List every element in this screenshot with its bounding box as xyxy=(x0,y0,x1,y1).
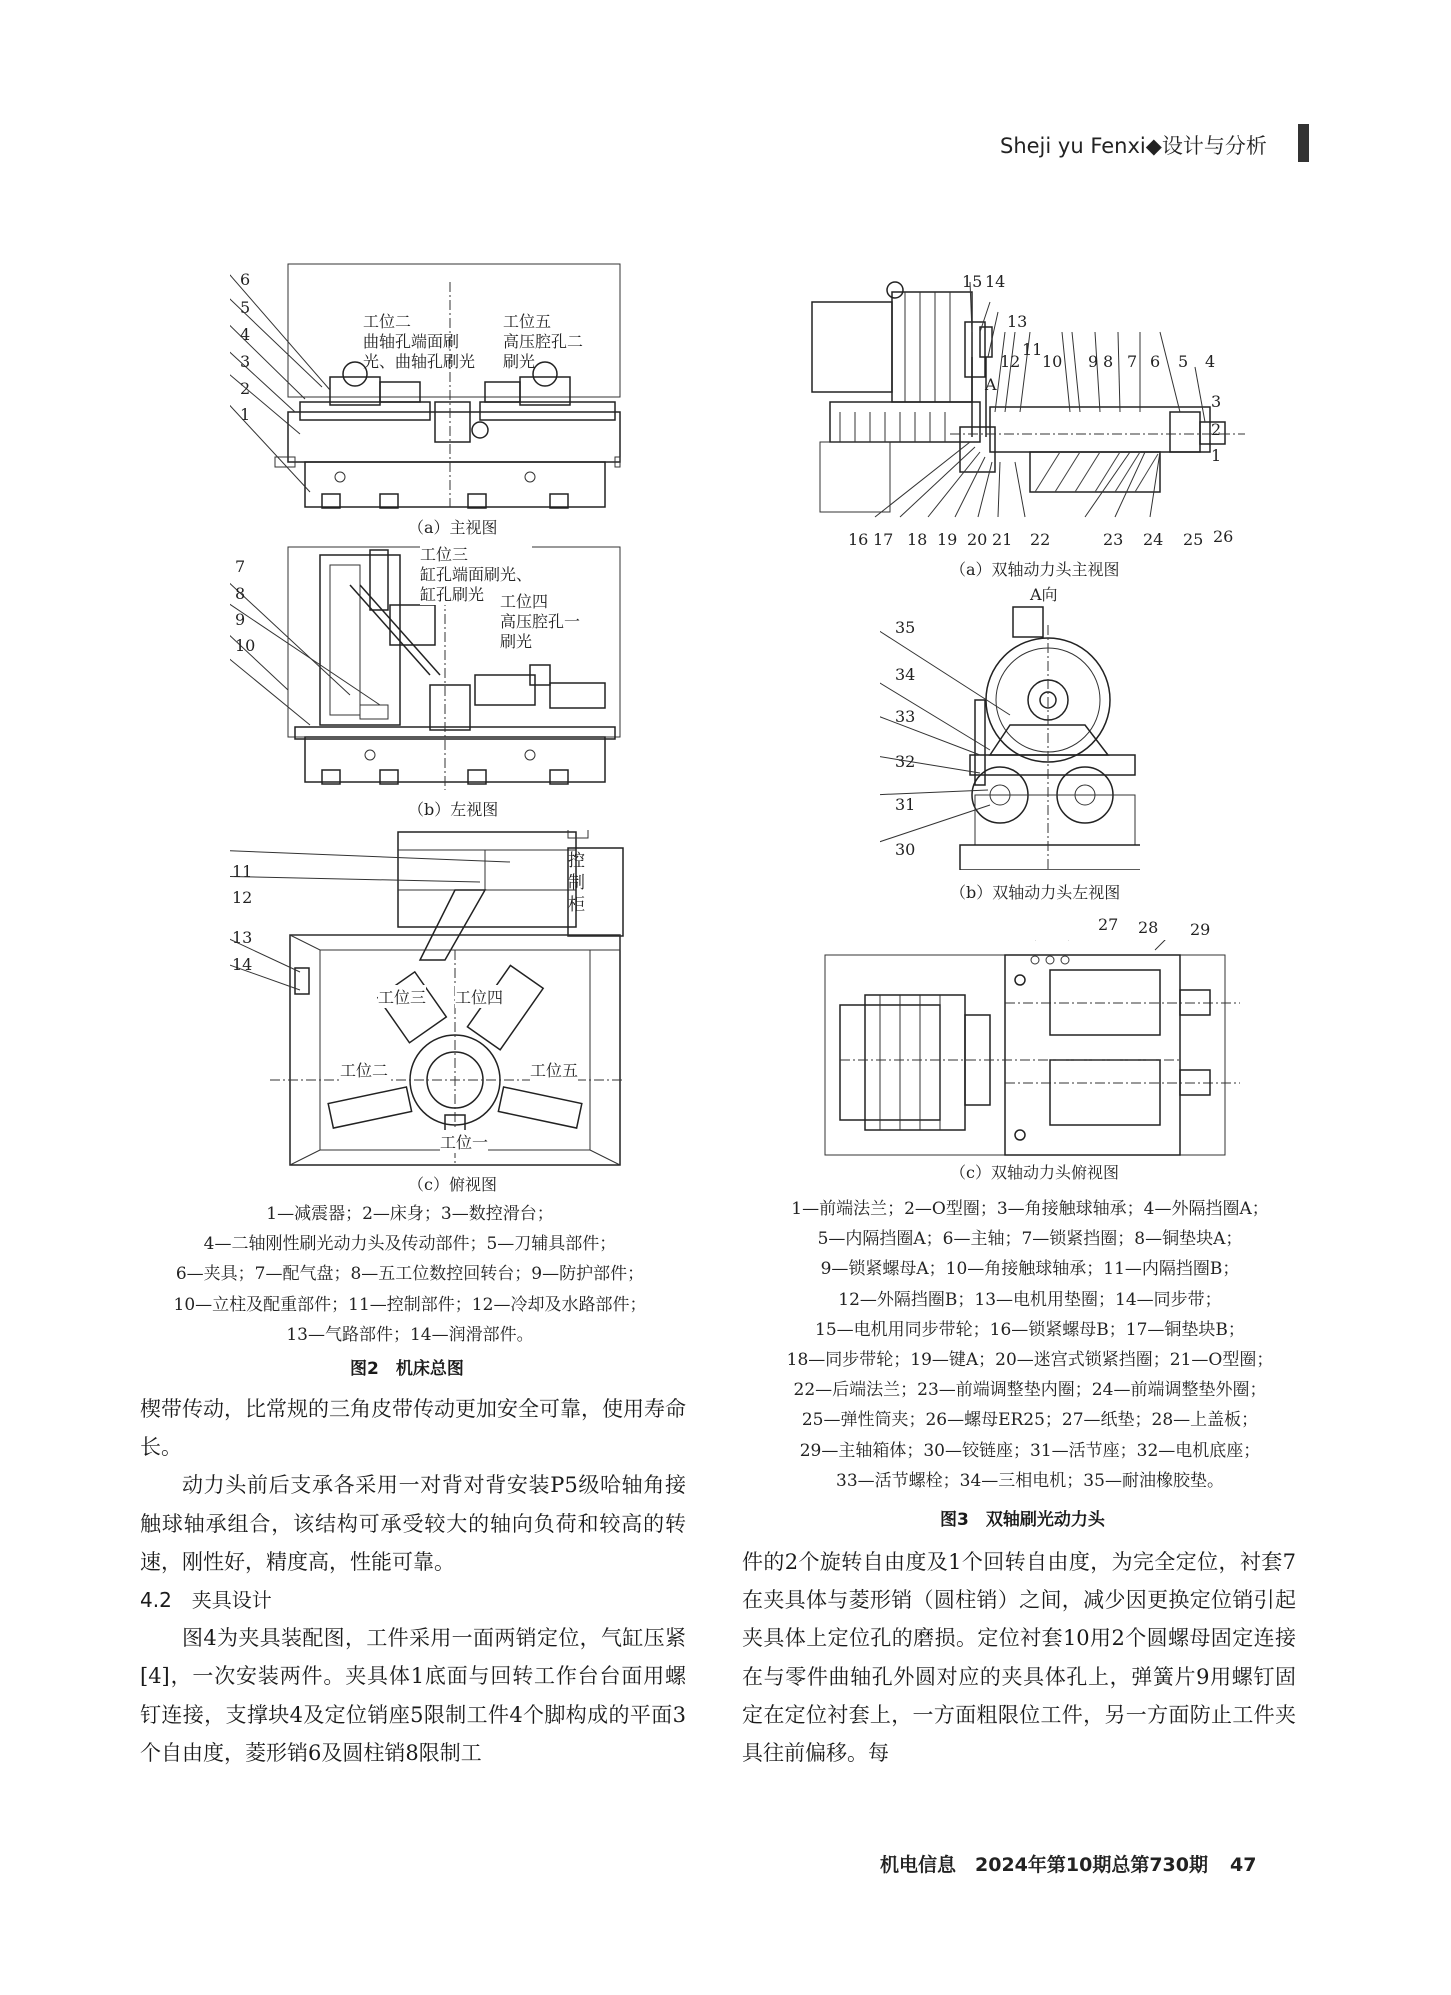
fig2c-caption: （c）俯视图 xyxy=(408,1175,497,1194)
fig2a-callout-4: 4 xyxy=(240,325,251,344)
figure2-title: 图2 机床总图 xyxy=(350,1359,464,1379)
fig2b-caption: （b）左视图 xyxy=(408,800,499,819)
fig3-legend-line: 22—后端法兰；23—前端调整垫内圈；24—前端调整垫外圈； xyxy=(793,1380,1267,1401)
fig3a-callout-25: 25 xyxy=(1183,530,1204,549)
fig3b-callout-33: 33 xyxy=(895,707,916,726)
fig3a-callout-26: 26 xyxy=(1213,527,1234,546)
fig2-legend-line: 13—气路部件；14—润滑部件。 xyxy=(286,1324,534,1345)
fig2-legend-line: 4—二轴刚性刷光动力头及传动部件；5—刀辅具部件； xyxy=(203,1234,617,1255)
fig3-legend-line: 18—同步带轮；19—键A；20—迷宫式锁紧挡圈；21—O型圈； xyxy=(786,1350,1274,1371)
fig3-legend-line: 25—弹性筒夹；26—螺母ER25；27—纸垫；28—上盖板； xyxy=(801,1410,1259,1431)
fig3a-callout-12: 12 xyxy=(1000,352,1021,371)
fig3a-callout-16: 16 xyxy=(848,530,869,549)
fig2c-control-cabinet: 控 制 柜 xyxy=(568,851,585,915)
fig2a-station-2: 工位二 曲轴孔端面刷 光、曲轴孔刷光 xyxy=(363,312,476,371)
fig3-legend-line: 5—内隔挡圈A；6—主轴；7—锁紧挡圈；8—铜垫块A； xyxy=(817,1229,1243,1250)
figure2-a-drawing xyxy=(230,262,625,512)
fig2c-callout-12: 12 xyxy=(232,888,253,907)
header-bar xyxy=(1298,124,1309,162)
page-footer xyxy=(880,1850,1256,1877)
fig2c-station-5: 工位五 xyxy=(530,1058,578,1081)
paragraph: 楔带传动，比常规的三角皮带传动更加安全可靠，使用寿命长。 xyxy=(140,1397,686,1460)
fig3a-callout-20: 20 xyxy=(967,530,988,549)
figure3-title: 图3 双轴刷光动力头 xyxy=(940,1510,1105,1530)
fig3a-callout-10: 10 xyxy=(1042,352,1063,371)
fig3a-view-label: A xyxy=(985,375,997,394)
fig3c-caption: （c）双轴动力头俯视图 xyxy=(950,1163,1119,1182)
page-number: 47 xyxy=(1229,1854,1257,1876)
fig2b-callout-10: 10 xyxy=(235,636,256,655)
fig2a-callout-5: 5 xyxy=(240,298,251,317)
paragraph: 图4为夹具装配图，工件采用一面两销定位，气缸压紧[4]，一次安装两件。夹具体1底面与回转工作台台面用螺钉连接，支撑块4及定位销座5限制工件4个脚构成的平面3个自由度，菱形销6及圆柱销8限制工 xyxy=(140,1626,686,1765)
fig3c-callout-27: 27 xyxy=(1098,915,1119,934)
fig3a-callout-9: 9 xyxy=(1088,352,1099,371)
paragraph: 件的2个旋转自由度及1个回转自由度，为完全定位，衬套7在夹具体与菱形销（圆柱销）之间，减少因更换定位销引起夹具体上定位孔的磨损。定位衬套10用2个圆螺母固定连接在与零件曲轴孔外圆对应的夹具体孔上，弹簧片9用螺钉固定在定位衬套上，一方面粗限位工件，另一方面防止工件夹具往前偏移。每 xyxy=(742,1550,1296,1766)
fig2a-station-5: 工位五 高压腔孔二 刷光 xyxy=(503,312,584,371)
fig3-legend-line: 1—前端法兰；2—O型圈；3—角接触球轴承；4—外隔挡圈A； xyxy=(791,1199,1269,1219)
fig3c-callout-29: 29 xyxy=(1190,920,1211,939)
fig2a-caption: （a）主视图 xyxy=(408,518,498,537)
fig2c-callout-13: 13 xyxy=(232,928,253,947)
fig3-legend-line: 15—电机用同步带轮；16—锁紧螺母B；17—铜垫块B； xyxy=(815,1319,1245,1340)
fig3a-callout-19: 19 xyxy=(937,530,958,549)
fig3a-callout-13: 13 xyxy=(1007,312,1028,331)
fig2a-callout-3: 3 xyxy=(240,352,251,371)
fig3b-callout-31: 31 xyxy=(895,795,916,814)
figure3-c-drawing xyxy=(810,940,1240,1165)
fig2c-station-1: 工位一 xyxy=(440,1130,488,1153)
fig3a-callout-2: 2 xyxy=(1211,420,1222,439)
fig2a-callout-6: 6 xyxy=(240,270,251,289)
fig3a-callout-7: 7 xyxy=(1127,352,1138,371)
figure2-c-drawing xyxy=(230,830,625,1175)
fig3b-caption: （b）双轴动力头左视图 xyxy=(950,883,1121,902)
paragraph: 动力头前后支承各采用一对背对背安装P5级哈轴角接触球轴承组合，该结构可承受较大的轴向负荷和较高的转速，刚性好，精度高，性能可靠。 xyxy=(140,1473,686,1574)
left-column-text xyxy=(140,1390,686,1772)
fig3c-callout-28: 28 xyxy=(1138,918,1159,937)
fig2a-callout-1: 1 xyxy=(240,405,251,424)
fig3a-callout-14: 14 xyxy=(985,272,1006,291)
fig2b-callout-7: 7 xyxy=(235,557,246,576)
figure3-b-drawing xyxy=(880,605,1140,870)
running-header: Sheji yu Fenxi◆设计与分析 xyxy=(1000,134,1267,158)
fig3b-view-label: A向 xyxy=(1030,585,1058,604)
figure2-legend xyxy=(140,1199,680,1350)
fig3a-callout-22: 22 xyxy=(1030,530,1051,549)
fig3a-callout-15: 15 xyxy=(962,272,983,291)
fig3b-callout-32: 32 xyxy=(895,752,916,771)
fig2c-callout-11: 11 xyxy=(232,862,253,881)
fig3a-callout-4: 4 xyxy=(1205,352,1216,371)
fig2-legend-line: 6—夹具；7—配气盘；8—五工位数控回转台；9—防护部件； xyxy=(175,1264,645,1285)
figure3-a-drawing xyxy=(800,262,1245,522)
fig3-legend-line: 33—活节螺栓；34—三相电机；35—耐油橡胶垫。 xyxy=(836,1470,1224,1491)
section-heading: 4.2 夹具设计 xyxy=(140,1588,272,1613)
fig2c-station-2: 工位二 xyxy=(340,1058,388,1081)
journal-info: 机电信息 2024年第10期总第730期 xyxy=(880,1854,1208,1876)
figure3-legend xyxy=(740,1194,1320,1496)
fig3-legend-line: 29—主轴箱体；30—铰链座；31—活节座；32—电机底座； xyxy=(799,1440,1261,1461)
fig2b-station-4: 工位四 高压腔孔一 刷光 xyxy=(500,592,581,651)
fig2b-station-3: 工位三 缸孔端面刷光、 缸孔刷光 xyxy=(420,545,533,604)
fig3a-callout-23: 23 xyxy=(1103,530,1124,549)
fig3a-callout-5: 5 xyxy=(1178,352,1189,371)
fig3b-callout-34: 34 xyxy=(895,665,916,684)
fig3a-callout-21: 21 xyxy=(992,530,1013,549)
fig2b-callout-8: 8 xyxy=(235,584,246,603)
fig2c-callout-14: 14 xyxy=(232,955,253,974)
fig3a-callout-24: 24 xyxy=(1143,530,1164,549)
fig2c-station-4: 工位四 xyxy=(455,985,503,1008)
fig3-legend-line: 12—外隔挡圈B；13—电机用垫圈；14—同步带； xyxy=(838,1289,1222,1310)
fig3a-callout-6: 6 xyxy=(1150,352,1161,371)
fig2-legend-line: 10—立柱及配重部件；11—控制部件；12—冷却及水路部件； xyxy=(173,1294,647,1315)
fig3a-callout-3: 3 xyxy=(1211,392,1222,411)
fig3a-callout-1: 1 xyxy=(1211,446,1222,465)
fig3b-callout-30: 30 xyxy=(895,840,916,859)
fig2-legend-line: 1—减震器；2—床身；3—数控滑台； xyxy=(266,1204,554,1224)
fig2b-callout-9: 9 xyxy=(235,610,246,629)
right-column-text xyxy=(742,1543,1296,1772)
fig2c-station-3: 工位三 xyxy=(378,985,426,1008)
fig2a-callout-2: 2 xyxy=(240,379,251,398)
fig3b-callout-35: 35 xyxy=(895,618,916,637)
fig3a-callout-18: 18 xyxy=(907,530,928,549)
fig3-legend-line: 9—锁紧螺母A；10—角接触球轴承；11—内隔挡圈B； xyxy=(820,1259,1240,1280)
fig3a-callout-17: 17 xyxy=(873,530,894,549)
fig3a-callout-8: 8 xyxy=(1103,352,1114,371)
fig3a-caption: （a）双轴动力头主视图 xyxy=(950,560,1120,579)
fig3a-callout-11: 11 xyxy=(1022,340,1043,359)
